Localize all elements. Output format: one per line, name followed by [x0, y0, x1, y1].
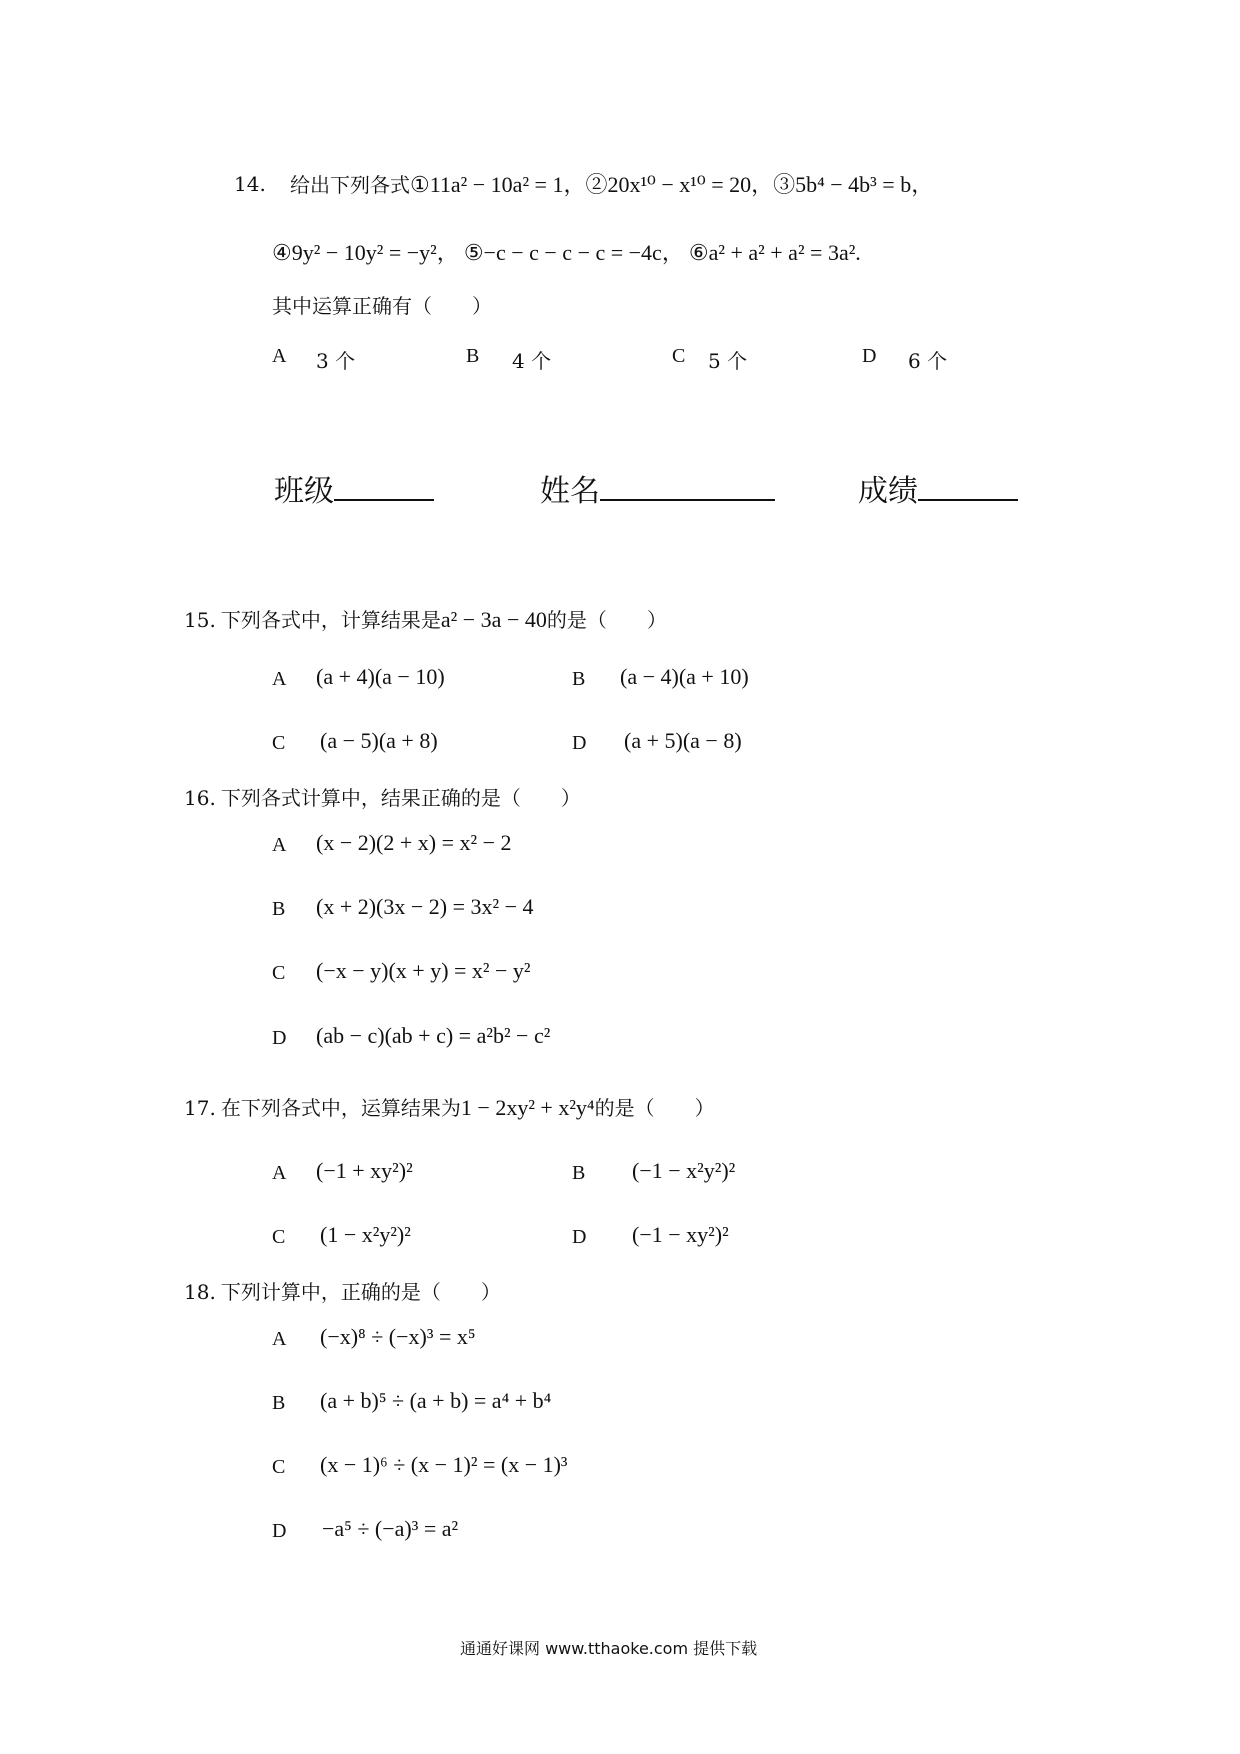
class-label: 班级 — [274, 474, 334, 509]
q18-option-d: −a⁵ ÷ (−a)³ = a² — [322, 1516, 459, 1541]
q18-option-d-letter: D — [272, 1520, 287, 1542]
q15-option-a: (a + 4)(a − 10) — [316, 664, 445, 689]
name-label: 姓名 — [540, 474, 600, 509]
q17-stem-text: 在下列各式中，运算结果为 — [220, 1096, 461, 1120]
q18-option-b-letter: B — [272, 1392, 286, 1414]
q16-option-c: (−x − y)(x + y) = x² − y² — [316, 958, 531, 983]
q16-number: 16. — [184, 786, 216, 810]
q18-option-b: (a + b)⁵ ÷ (a + b) = a⁴ + b⁴ — [320, 1388, 552, 1413]
q17-option-a-letter: A — [272, 1162, 287, 1184]
q18-number: 18. — [184, 1280, 216, 1304]
q15-option-c: (a − 5)(a + 8) — [320, 728, 438, 753]
q14-line2 — [272, 236, 861, 267]
q17-option-b: (−1 − x²y²)² — [632, 1158, 736, 1183]
q17-option-c: (1 − x²y²)² — [320, 1222, 411, 1247]
q14-question: 其中运算正确有（ ） — [272, 294, 492, 318]
q14-expr6: ⑥a² + a² + a² = 3a². — [688, 240, 861, 265]
q15-stem-end: 的是（ ） — [546, 608, 667, 632]
q18-stem-text: 下列计算中，正确的是（ ） — [220, 1280, 501, 1304]
q15-option-c-letter: C — [272, 732, 286, 754]
q15-number: 15. — [184, 608, 216, 632]
q15-stem — [184, 604, 667, 633]
q16-option-d-letter: D — [272, 1027, 287, 1049]
q14-intro: 给出下列各式 — [290, 173, 410, 197]
q18-stem — [184, 1276, 501, 1305]
q18-option-c: (x − 1)⁶ ÷ (x − 1)² = (x − 1)³ — [320, 1452, 568, 1477]
q16-stem — [184, 782, 581, 811]
q14-expr2: ②20x¹⁰ − x¹⁰ = 20， — [585, 172, 774, 197]
q14-expr4: ④9y² − 10y² = −y²， — [272, 240, 459, 265]
q17-option-d-letter: D — [572, 1226, 587, 1248]
q16-option-b-letter: B — [272, 898, 286, 920]
q17-stem-end: 的是（ ） — [594, 1096, 715, 1120]
q18-option-c-letter: C — [272, 1456, 286, 1478]
q17-number: 17. — [184, 1096, 216, 1120]
q14-option-c: 5 个 — [708, 349, 748, 373]
q17-stem — [184, 1092, 715, 1121]
q16-stem-text: 下列各式计算中，结果正确的是（ ） — [220, 786, 581, 810]
q16-option-b: (x + 2)(3x − 2) = 3x² − 4 — [316, 894, 534, 919]
q16-option-a: (x − 2)(2 + x) = x² − 2 — [316, 830, 512, 855]
q14-option-a: 3 个 — [316, 349, 356, 373]
q16-option-a-letter: A — [272, 834, 287, 856]
q14-option-b: 4 个 — [512, 349, 552, 373]
q15-option-d: (a + 5)(a − 8) — [624, 728, 742, 753]
q15-stem-text: 下列各式中，计算结果是 — [220, 608, 441, 632]
q15-option-b: (a − 4)(a + 10) — [620, 664, 749, 689]
q17-stem-math: 1 − 2xy² + x²y⁴ — [460, 1095, 595, 1120]
q14-option-a-letter: A — [272, 345, 287, 367]
q14-expr5: ⑤−c − c − c − c = −4c， — [463, 240, 684, 265]
name-field — [540, 466, 775, 510]
class-blank[interactable] — [334, 473, 434, 501]
q14-expr1: ①11a² − 10a² = 1， — [410, 172, 586, 197]
footer-credit: 通通好课网 www.tthaoke.com 提供下载 — [460, 1639, 758, 1658]
q15-option-a-letter: A — [272, 668, 287, 690]
q14-option-d: 6 个 — [908, 349, 948, 373]
q16-option-d: (ab − c)(ab + c) = a²b² − c² — [316, 1023, 551, 1048]
score-label: 成绩 — [858, 474, 918, 509]
q16-option-c-letter: C — [272, 962, 286, 984]
q18-option-a: (−x)⁸ ÷ (−x)³ = x⁵ — [320, 1324, 476, 1349]
q14-expr3: ③5b⁴ − 4b³ = b， — [773, 172, 934, 197]
q15-option-d-letter: D — [572, 732, 587, 754]
q17-option-a: (−1 + xy²)² — [316, 1158, 413, 1183]
q15-option-b-letter: B — [572, 668, 586, 690]
q14-line1 — [290, 168, 933, 199]
q14-number: 14. — [234, 172, 266, 196]
q17-option-d: (−1 − xy²)² — [632, 1222, 729, 1247]
score-field — [858, 466, 1018, 510]
q17-option-b-letter: B — [572, 1162, 586, 1184]
q14-option-b-letter: B — [466, 345, 480, 367]
q15-stem-math: a² − 3a − 40 — [440, 607, 547, 632]
class-field — [274, 466, 434, 510]
q14-option-d-letter: D — [862, 345, 877, 367]
name-blank[interactable] — [600, 473, 775, 501]
q14-option-c-letter: C — [672, 345, 686, 367]
q18-option-a-letter: A — [272, 1328, 287, 1350]
q17-option-c-letter: C — [272, 1226, 286, 1248]
score-blank[interactable] — [918, 473, 1018, 501]
